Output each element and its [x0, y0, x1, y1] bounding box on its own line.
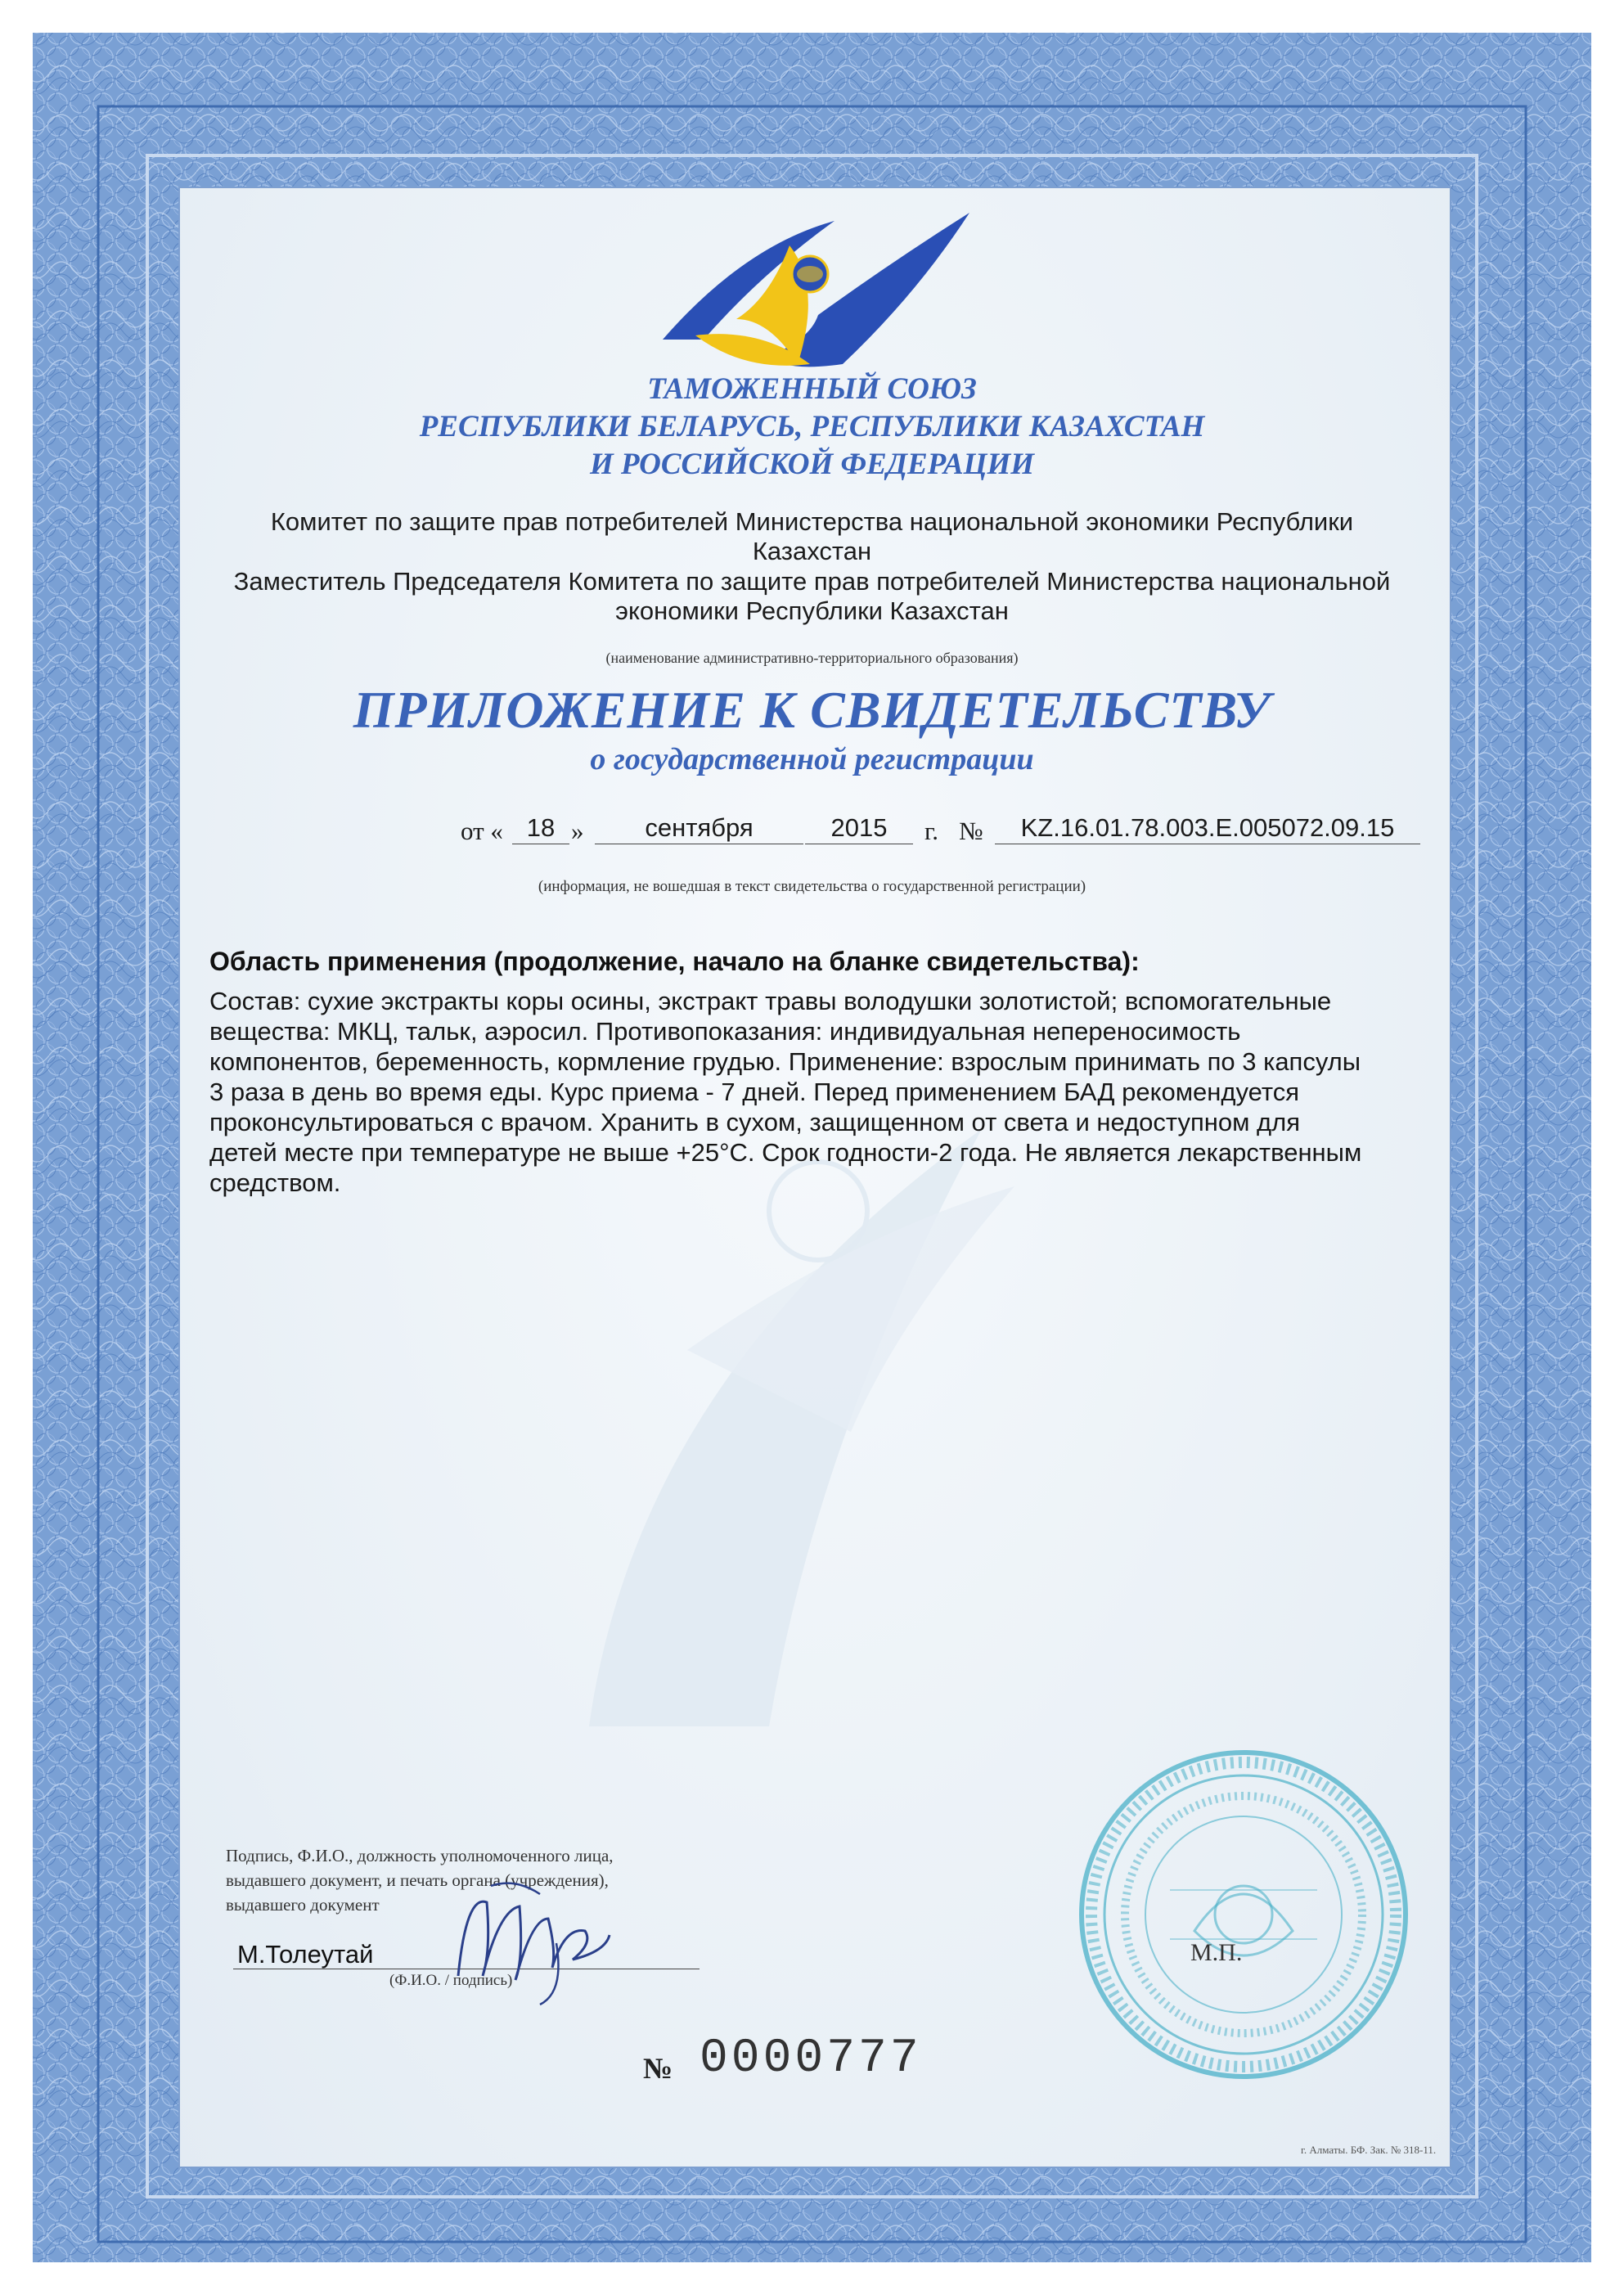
content-heading: Область применения (продолжение, начало на бланке свидетельства): [209, 947, 1140, 976]
date-month-field: сентября [595, 812, 803, 844]
authority-line4: экономики Республики Казахстан [615, 596, 1009, 625]
serial-number: 0000777 [700, 2032, 922, 2086]
signature-note-line2: выдавшего документ, и печать органа (учреждения), [226, 1870, 609, 1890]
authority-note: (наименование административно-территориального образования) [605, 650, 1019, 666]
signature-note-line3: выдавшего документ [226, 1895, 380, 1915]
date-prefix: от « [461, 817, 503, 845]
authority-line2: Казахстан [752, 537, 872, 565]
date-day-field: 18 [512, 812, 569, 844]
reg-number-sign: № [959, 817, 983, 845]
document-subtitle: о государственной регистрации [590, 742, 1034, 776]
stamp-place-label: М.П. [1190, 1939, 1243, 1966]
handwritten-signature [442, 1861, 622, 2009]
signatory-name: М.Толеутай [237, 1940, 374, 1969]
document-title: ПРИЛОЖЕНИЕ К СВИДЕТЕЛЬСТВУ [353, 681, 1271, 739]
union-title-line1: ТАМОЖЕННЫЙ СОЮЗ [647, 372, 977, 406]
content-line: Состав: сухие экстракты коры осины, экстракт травы володушки золотистой; вспомогательные [209, 987, 1332, 1015]
authority-line1: Комитет по защите прав потребителей Министерства национальной экономики Республики [270, 507, 1354, 536]
date-year-field: 2015 [805, 812, 913, 844]
union-title-line2: РЕСПУБЛИКИ БЕЛАРУСЬ, РЕСПУБЛИКИ КАЗАХСТАН [419, 410, 1205, 443]
content-line: детей месте при температуре не выше +25°С. Срок годности-2 года. Не является лекарственным [209, 1138, 1362, 1167]
content-line: 3 раза в день во время еды. Курс приема - 7 дней. Перед применением БАД рекомендуется [209, 1078, 1299, 1106]
date-year-suffix: г. [924, 817, 938, 845]
customs-union-logo [646, 196, 974, 376]
official-stamp [1072, 1743, 1415, 2086]
signature-note-line1: Подпись, Ф.И.О., должность уполномоченного лица, [226, 1846, 614, 1865]
serial-number-sign: № [643, 2052, 673, 2085]
signature-name-note: (Ф.И.О. / подпись) [389, 1972, 513, 1989]
date-note: (информация, не вошедшая в текст свидетельства о государственной регистрации) [538, 878, 1086, 895]
content-line: вещества: МКЦ, тальк, аэросил. Противопоказания: индивидуальная непереносимость [209, 1017, 1241, 1046]
content-line: проконсультироваться с врачом. Хранить в сухом, защищенном от света и недоступном для [209, 1108, 1300, 1136]
union-title-line3: И РОССИЙСКОЙ ФЕДЕРАЦИИ [589, 448, 1035, 481]
reg-number-field: KZ.16.01.78.003.E.005072.09.15 [995, 812, 1420, 844]
content-line: средством. [209, 1168, 341, 1197]
print-note: г. Алматы. БФ. Зак. № 318-11. [1301, 2144, 1437, 2156]
authority-line3: Заместитель Председателя Комитета по защите прав потребителей Министерства национальной [233, 567, 1391, 596]
content-line: компонентов, беременность, кормление грудью. Применение: взрослым принимать по 3 капсулы [209, 1047, 1361, 1076]
date-day-close: » [571, 817, 584, 845]
